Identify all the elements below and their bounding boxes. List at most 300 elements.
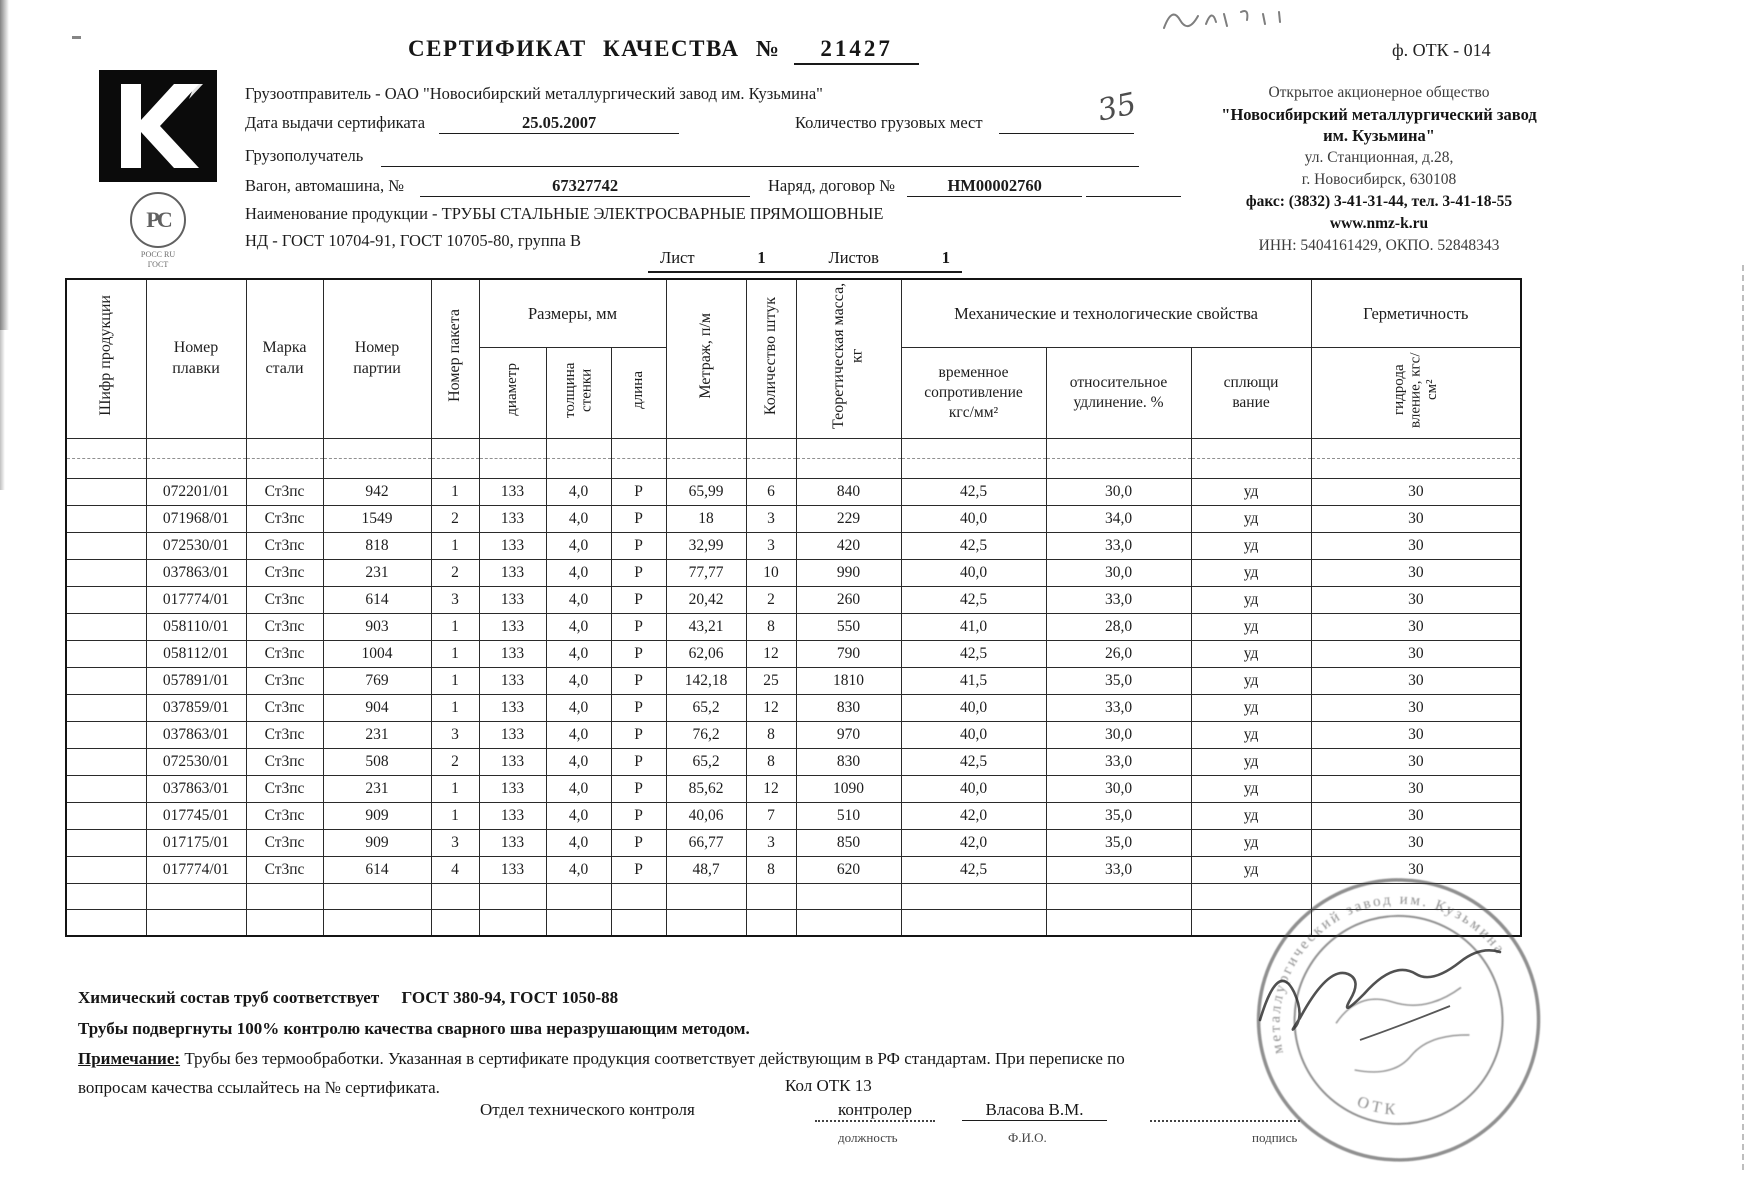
cell-batch: 909 (323, 830, 431, 857)
cert-number: 21427 (794, 36, 919, 65)
cell-length: Р (611, 641, 666, 668)
cell-mass: 970 (796, 722, 901, 749)
cell-qty (746, 884, 796, 910)
cell-batch: 614 (323, 587, 431, 614)
cell-elongation: 35,0 (1046, 830, 1191, 857)
position-value (815, 1100, 935, 1122)
cell-meters (666, 910, 746, 936)
cell-flattening: уд (1191, 749, 1311, 776)
table-row (66, 830, 1521, 857)
cell-qty: 12 (746, 776, 796, 803)
fio-label: Ф.И.О. (1008, 1130, 1047, 1145)
field-cargo-places (795, 113, 1134, 134)
cell-diameter: 133 (479, 695, 546, 722)
cell-grade: Ст3пс (246, 857, 323, 884)
cell-diameter: 133 (479, 830, 546, 857)
cell-hydro: 30 (1311, 722, 1521, 749)
table-row (66, 439, 1521, 459)
title-text: СЕРТИФИКАТ КАЧЕСТВА № (408, 36, 781, 61)
cell-melt (146, 459, 246, 479)
cell-cipher (66, 459, 146, 479)
factory-logo-block (88, 70, 228, 271)
order-value: НМ00002760 (907, 176, 1082, 197)
cell-wall (546, 439, 611, 459)
cell-diameter: 133 (479, 506, 546, 533)
colgroup-mech: Механические и технологические свойства (901, 279, 1311, 347)
cell-mass (796, 910, 901, 936)
cell-mass: 550 (796, 614, 901, 641)
cell-pack: 3 (431, 830, 479, 857)
col-tensile: временное сопротивление кгс/мм² (901, 347, 1046, 439)
cell-batch: 818 (323, 533, 431, 560)
position-text: контролер (815, 1100, 935, 1122)
signature-icon (1240, 890, 1520, 1070)
cell-hydro: 30 (1311, 668, 1521, 695)
cell-elongation: 33,0 (1046, 749, 1191, 776)
cell-tensile (901, 459, 1046, 479)
cell-diameter (479, 459, 546, 479)
cell-flattening: уд (1191, 506, 1311, 533)
cell-diameter: 133 (479, 722, 546, 749)
cell-qty: 12 (746, 641, 796, 668)
cell-grade: Ст3пс (246, 803, 323, 830)
cell-grade (246, 910, 323, 936)
cell-pack (431, 439, 479, 459)
cell-elongation: 30,0 (1046, 722, 1191, 749)
cell-mass: 830 (796, 749, 901, 776)
cell-wall: 4,0 (546, 749, 611, 776)
sheet-value: 1 (757, 248, 766, 267)
field-shipper: Грузоотправитель - ОАО "Новосибирский металлургический завод им. Кузьмина" (245, 84, 823, 103)
note-text1: Трубы без термообработки. Указанная в сертификате продукция соответствует действующим в РФ стандартам. При переписке по (184, 1049, 1125, 1068)
cell-length: Р (611, 533, 666, 560)
cell-cipher (66, 533, 146, 560)
cell-batch: 231 (323, 560, 431, 587)
cell-length: Р (611, 803, 666, 830)
kol-otk: Кол ОТК 13 (785, 1076, 872, 1095)
cell-tensile: 42,5 (901, 479, 1046, 506)
cell-diameter: 133 (479, 803, 546, 830)
field-nd: НД - ГОСТ 10704-91, ГОСТ 10705-80, группа В (245, 231, 581, 250)
scan-edge-line (1742, 265, 1744, 1170)
sign-label: подпись (1252, 1130, 1298, 1145)
handwritten-mark-icon (1158, 2, 1308, 36)
fio-text: Власова В.М. (962, 1100, 1107, 1121)
cell-meters (666, 884, 746, 910)
cell-pack: 3 (431, 587, 479, 614)
cell-cipher (66, 884, 146, 910)
cell-cipher (66, 641, 146, 668)
cell-melt: 037863/01 (146, 776, 246, 803)
cell-melt: 072530/01 (146, 749, 246, 776)
cell-elongation (1046, 884, 1191, 910)
pipe-table (65, 278, 1522, 937)
cell-melt: 058112/01 (146, 641, 246, 668)
cell-length (611, 884, 666, 910)
cell-qty: 8 (746, 749, 796, 776)
table-row (66, 459, 1521, 479)
cell-melt (146, 910, 246, 936)
cell-meters: 65,99 (666, 479, 746, 506)
cell-hydro: 30 (1311, 830, 1521, 857)
fio-value (962, 1100, 1107, 1121)
cell-diameter: 133 (479, 479, 546, 506)
cell-diameter: 133 (479, 614, 546, 641)
cell-tensile: 40,0 (901, 506, 1046, 533)
colgroup-sizes: Размеры, мм (479, 279, 666, 347)
table-row (66, 614, 1521, 641)
cell-batch (323, 884, 431, 910)
cell-elongation: 33,0 (1046, 695, 1191, 722)
cell-elongation: 35,0 (1046, 668, 1191, 695)
cell-grade: Ст3пс (246, 614, 323, 641)
cell-melt: 017774/01 (146, 587, 246, 614)
cell-qty: 3 (746, 506, 796, 533)
cell-tensile (901, 910, 1046, 936)
cell-hydro: 30 (1311, 776, 1521, 803)
cell-tensile (901, 884, 1046, 910)
cell-elongation (1046, 439, 1191, 459)
cell-grade: Ст3пс (246, 587, 323, 614)
wagon-label: Вагон, автомашина, № (245, 176, 404, 195)
cell-pack: 1 (431, 668, 479, 695)
cell-length: Р (611, 776, 666, 803)
cell-tensile: 40,0 (901, 776, 1046, 803)
cell-mass (796, 459, 901, 479)
note-line1 (78, 1049, 1125, 1069)
cell-diameter: 133 (479, 857, 546, 884)
cell-batch: 942 (323, 479, 431, 506)
cell-meters (666, 459, 746, 479)
cell-tensile: 40,0 (901, 695, 1046, 722)
cell-diameter: 133 (479, 668, 546, 695)
cell-batch: 1004 (323, 641, 431, 668)
cell-tensile: 42,0 (901, 830, 1046, 857)
cell-diameter: 133 (479, 749, 546, 776)
form-code: ф. ОТК - 014 (1392, 40, 1491, 60)
cell-cipher (66, 695, 146, 722)
cell-flattening: уд (1191, 560, 1311, 587)
cell-grade: Ст3пс (246, 668, 323, 695)
issue-date-value: 25.05.2007 (439, 113, 679, 134)
pipe-table-body (66, 439, 1521, 936)
company-name-2: им. Кузьмина" (1323, 126, 1435, 146)
col-wall: толщина стенки (546, 347, 611, 439)
cell-hydro: 30 (1311, 857, 1521, 884)
cell-pack: 2 (431, 560, 479, 587)
cell-wall: 4,0 (546, 722, 611, 749)
cell-elongation: 34,0 (1046, 506, 1191, 533)
cell-cipher (66, 722, 146, 749)
cell-batch: 231 (323, 776, 431, 803)
cell-tensile: 41,5 (901, 668, 1046, 695)
cell-tensile: 42,0 (901, 803, 1046, 830)
cell-length: Р (611, 560, 666, 587)
issue-date-label: Дата выдачи сертификата (245, 113, 426, 132)
cell-meters: 66,77 (666, 830, 746, 857)
cell-length: Р (611, 614, 666, 641)
cell-mass: 1090 (796, 776, 901, 803)
cell-tensile: 40,0 (901, 722, 1046, 749)
cell-elongation: 26,0 (1046, 641, 1191, 668)
cell-mass: 1810 (796, 668, 901, 695)
cell-melt: 072201/01 (146, 479, 246, 506)
col-melt: Номер плавки (146, 279, 246, 439)
cell-wall: 4,0 (546, 560, 611, 587)
cell-hydro: 30 (1311, 560, 1521, 587)
cell-meters: 65,2 (666, 749, 746, 776)
cell-pack: 1 (431, 614, 479, 641)
cell-wall: 4,0 (546, 506, 611, 533)
sheets-value: 1 (941, 248, 950, 267)
order-label: Наряд, договор № (768, 176, 896, 195)
cell-wall: 4,0 (546, 587, 611, 614)
company-phone: факс: (3832) 3-41-31-44, тел. 3-41-18-55 (1245, 192, 1513, 210)
table-row (66, 749, 1521, 776)
cell-length: Р (611, 830, 666, 857)
scan-mark (72, 36, 81, 39)
cell-diameter: 133 (479, 641, 546, 668)
cell-length: Р (611, 857, 666, 884)
cell-length: Р (611, 506, 666, 533)
cell-hydro (1311, 439, 1521, 459)
cell-pack: 1 (431, 776, 479, 803)
cell-wall: 4,0 (546, 776, 611, 803)
cell-hydro: 30 (1311, 533, 1521, 560)
chem-label: Химический состав труб соответствует (78, 988, 380, 1007)
stamp-arc-text: металлургический завод им. Кузьмина (1267, 891, 1509, 1056)
cell-flattening: уд (1191, 668, 1311, 695)
field-order (768, 176, 1181, 197)
cell-tensile (901, 439, 1046, 459)
cell-mass: 420 (796, 533, 901, 560)
cell-flattening: уд (1191, 695, 1311, 722)
cargo-places-handwritten-value: 35 (1094, 86, 1140, 129)
cell-hydro: 30 (1311, 587, 1521, 614)
cell-flattening (1191, 439, 1311, 459)
cell-cipher (66, 803, 146, 830)
col-meters: Метраж, п/м (666, 279, 746, 439)
cell-cipher (66, 749, 146, 776)
cell-grade: Ст3пс (246, 695, 323, 722)
cell-mass (796, 884, 901, 910)
table-row (66, 803, 1521, 830)
cell-qty: 6 (746, 479, 796, 506)
cell-flattening: уд (1191, 857, 1311, 884)
chem-line (78, 988, 618, 1008)
company-street: ул. Станционная, д.28, (1304, 148, 1454, 166)
cell-hydro: 30 (1311, 614, 1521, 641)
cell-hydro: 30 (1311, 479, 1521, 506)
scan-edge-artifact (0, 0, 9, 330)
cell-tensile: 42,5 (901, 857, 1046, 884)
company-website: www.nmz-k.ru (1329, 214, 1429, 232)
cell-flattening: уд (1191, 641, 1311, 668)
cell-mass: 790 (796, 641, 901, 668)
cell-pack (431, 884, 479, 910)
sheet-label: Лист (660, 248, 695, 267)
cell-melt: 037859/01 (146, 695, 246, 722)
col-grade: Марка стали (246, 279, 323, 439)
cell-tensile: 41,0 (901, 614, 1046, 641)
cell-melt: 037863/01 (146, 722, 246, 749)
cell-tensile: 42,5 (901, 749, 1046, 776)
cell-length: Р (611, 479, 666, 506)
cell-qty: 3 (746, 830, 796, 857)
cell-batch: 904 (323, 695, 431, 722)
col-hydro: гидрода вление, кгс/см² (1311, 347, 1521, 439)
position-label: должность (838, 1130, 898, 1145)
cell-length (611, 910, 666, 936)
cell-mass: 830 (796, 695, 901, 722)
field-product: Наименование продукции - ТРУБЫ СТАЛЬНЫЕ ЭЛЕКТРОСВАРНЫЕ ПРЯМОШОВНЫЕ (245, 204, 884, 223)
colgroup-hermetic: Герметичность (1311, 279, 1521, 347)
cell-meters: 48,7 (666, 857, 746, 884)
cell-tensile: 40,0 (901, 560, 1046, 587)
cell-diameter (479, 884, 546, 910)
col-diameter: диаметр (479, 347, 546, 439)
cell-diameter (479, 910, 546, 936)
cell-melt: 017175/01 (146, 830, 246, 857)
cell-meters: 40,06 (666, 803, 746, 830)
cell-mass: 850 (796, 830, 901, 857)
cell-diameter: 133 (479, 776, 546, 803)
cell-tensile: 42,5 (901, 533, 1046, 560)
cell-pack: 1 (431, 641, 479, 668)
cell-melt: 057891/01 (146, 668, 246, 695)
cell-cipher (66, 910, 146, 936)
cell-qty: 8 (746, 857, 796, 884)
cell-length (611, 459, 666, 479)
cell-qty: 8 (746, 722, 796, 749)
cell-grade (246, 459, 323, 479)
cell-batch: 614 (323, 857, 431, 884)
cell-wall: 4,0 (546, 641, 611, 668)
cell-cipher (66, 587, 146, 614)
company-inn: ИНН: 5404161429, ОКПО. 52848343 (1258, 236, 1500, 254)
cell-cipher (66, 560, 146, 587)
cell-grade: Ст3пс (246, 533, 323, 560)
cell-meters: 43,21 (666, 614, 746, 641)
cell-hydro (1311, 459, 1521, 479)
cell-wall (546, 884, 611, 910)
cell-meters: 18 (666, 506, 746, 533)
cell-elongation: 28,0 (1046, 614, 1191, 641)
cell-flattening: уд (1191, 803, 1311, 830)
cell-flattening (1191, 459, 1311, 479)
cell-meters: 20,42 (666, 587, 746, 614)
stamp-otk-text: ОТК (1354, 1093, 1400, 1119)
table-row (66, 506, 1521, 533)
cell-length: Р (611, 668, 666, 695)
cell-grade: Ст3пс (246, 776, 323, 803)
table-row (66, 479, 1521, 506)
cell-diameter (479, 439, 546, 459)
cell-pack: 4 (431, 857, 479, 884)
cell-meters: 62,06 (666, 641, 746, 668)
cell-qty: 2 (746, 587, 796, 614)
cell-diameter: 133 (479, 533, 546, 560)
chem-value: ГОСТ 380-94, ГОСТ 1050-88 (401, 988, 619, 1007)
cell-grade (246, 439, 323, 459)
cell-qty: 10 (746, 560, 796, 587)
col-mass: Теоретическая масса, кг (796, 279, 901, 439)
col-elongation: относительное удлинение. % (1046, 347, 1191, 439)
cell-qty: 25 (746, 668, 796, 695)
cell-pack: 2 (431, 506, 479, 533)
cell-flattening: уд (1191, 479, 1311, 506)
cargo-places-label: Количество грузовых мест (795, 113, 983, 132)
cell-batch: 1549 (323, 506, 431, 533)
cell-qty (746, 459, 796, 479)
field-issue-date (245, 113, 679, 134)
cell-melt (146, 884, 246, 910)
cell-cipher (66, 668, 146, 695)
cell-wall: 4,0 (546, 479, 611, 506)
cell-grade: Ст3пс (246, 830, 323, 857)
cell-melt (146, 439, 246, 459)
cell-elongation (1046, 459, 1191, 479)
cell-cipher (66, 776, 146, 803)
cell-cipher (66, 830, 146, 857)
cell-mass: 510 (796, 803, 901, 830)
cell-mass: 260 (796, 587, 901, 614)
cell-wall: 4,0 (546, 695, 611, 722)
cell-qty (746, 910, 796, 936)
cell-flattening: уд (1191, 587, 1311, 614)
cell-mass (796, 439, 901, 459)
cell-hydro: 30 (1311, 641, 1521, 668)
cell-batch: 508 (323, 749, 431, 776)
cert-mark-line2: ГОСТ (147, 260, 169, 270)
cell-cipher (66, 479, 146, 506)
control-line: Трубы подвергнуты 100% контролю качества сварного шва неразрушающим методом. (78, 1019, 750, 1038)
cell-meters: 65,2 (666, 695, 746, 722)
dept-label: Отдел технического контроля (480, 1100, 695, 1119)
cell-meters: 85,62 (666, 776, 746, 803)
company-block (1188, 82, 1570, 257)
cell-flattening: уд (1191, 722, 1311, 749)
cell-meters: 32,99 (666, 533, 746, 560)
cell-elongation: 33,0 (1046, 587, 1191, 614)
cell-wall: 4,0 (546, 668, 611, 695)
cell-grade: Ст3пс (246, 749, 323, 776)
col-qty: Количество штук (746, 279, 796, 439)
cell-batch: 231 (323, 722, 431, 749)
order-line-ext (1086, 176, 1181, 197)
cell-wall: 4,0 (546, 830, 611, 857)
cell-batch: 903 (323, 614, 431, 641)
cell-cipher (66, 857, 146, 884)
cert-mark-line1: РОСС RU (140, 250, 176, 259)
cell-pack (431, 459, 479, 479)
cell-grade: Ст3пс (246, 506, 323, 533)
field-consignee (245, 146, 1139, 167)
cell-batch (323, 439, 431, 459)
col-pack: Номер пакета (431, 279, 479, 439)
table-row (66, 641, 1521, 668)
wagon-value: 67327742 (420, 176, 750, 197)
cell-length: Р (611, 695, 666, 722)
cell-hydro: 30 (1311, 803, 1521, 830)
scan-edge-artifact (0, 330, 5, 490)
cell-pack: 2 (431, 749, 479, 776)
col-cipher: Шифр продукции (66, 279, 146, 439)
cell-flattening: уд (1191, 614, 1311, 641)
cell-length: Р (611, 587, 666, 614)
cell-elongation: 30,0 (1046, 776, 1191, 803)
col-length: длина (611, 347, 666, 439)
